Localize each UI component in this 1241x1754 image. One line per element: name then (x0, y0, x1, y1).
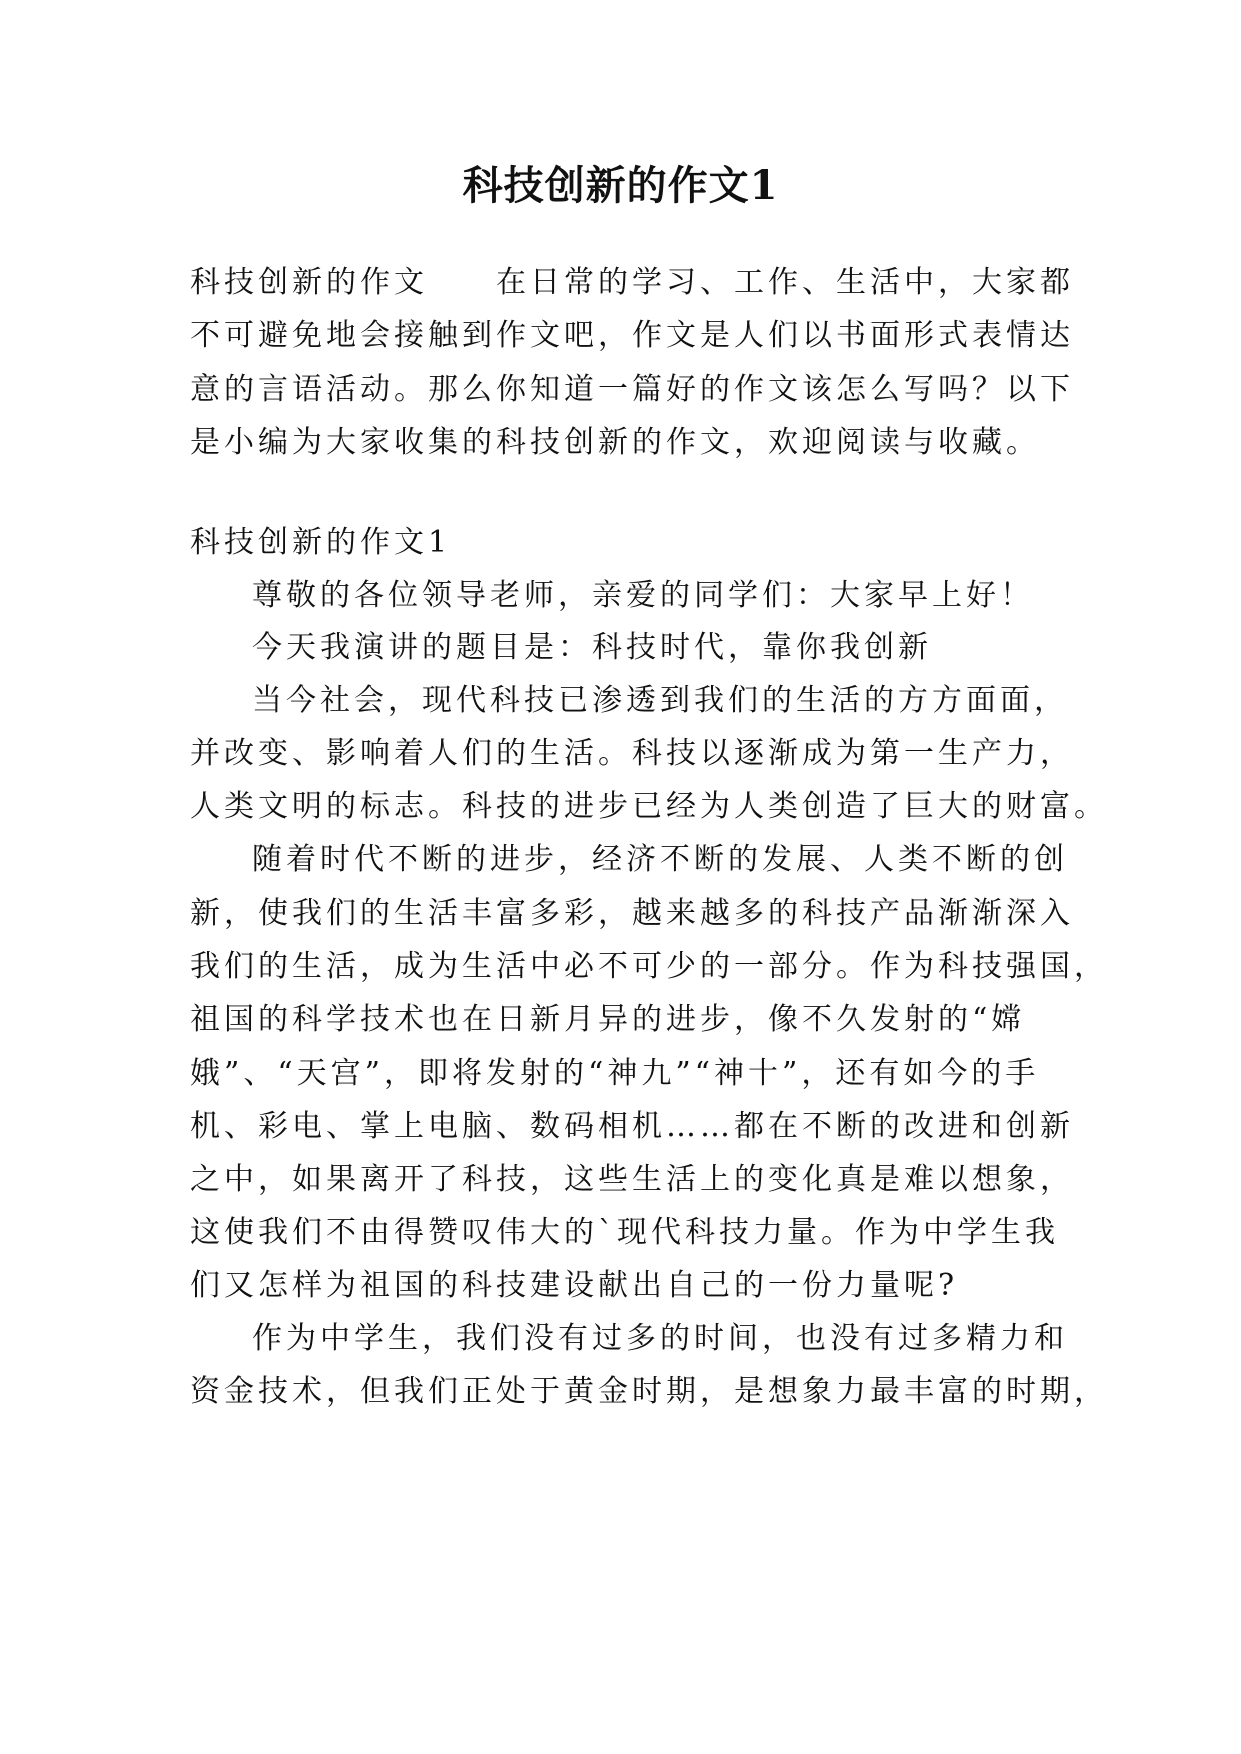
document-title: 科技创新的作文1 (462, 162, 779, 209)
paragraph-2-line-6: 机、彩电、掌上电脑、数码相机……都在不断的改进和创新 (190, 1109, 1074, 1144)
paragraph-1-line-2: 并改变、影响着人们的生活。科技以逐渐成为第一生产力， (190, 736, 1074, 771)
section-heading: 科技创新的作文1 (190, 525, 452, 560)
paragraph-2-line-2: 新，使我们的生活丰富多彩，越来越多的科技产品渐渐深入 (190, 896, 1074, 931)
paragraph-3-line-1: 作为中学生，我们没有过多的时间，也没有过多精力和 (252, 1321, 1068, 1356)
paragraph-2-line-5: 娥”、“天宫”，即将发射的“神九”“神十”，还有如今的手 (190, 1056, 1040, 1091)
speech-topic-line: 今天我演讲的题目是：科技时代，靠你我创新 (252, 630, 932, 665)
paragraph-1-line-1: 当今社会，现代科技已渗透到我们的生活的方方面面， (252, 683, 1068, 718)
intro-line-4: 是小编为大家收集的科技创新的作文，欢迎阅读与收藏。 (190, 425, 1040, 460)
paragraph-2-line-7: 之中，如果离开了科技，这些生活上的变化真是难以想象， (190, 1162, 1074, 1197)
paragraph-2-line-3: 我们的生活，成为生活中必不可少的一部分。作为科技强国， (190, 949, 1108, 984)
paragraph-2-line-8: 这使我们不由得赞叹伟大的`现代科技力量。作为中学生我 (190, 1215, 1059, 1250)
paragraph-1-line-3: 人类文明的标志。科技的进步已经为人类创造了巨大的财富。 (190, 789, 1108, 824)
paragraph-3-line-2: 资金技术，但我们正处于黄金时期，是想象力最丰富的时期， (190, 1374, 1108, 1409)
intro-line-2: 不可避免地会接触到作文吧，作文是人们以书面形式表情达 (190, 318, 1074, 353)
intro-line-1: 科技创新的作文 在日常的学习、工作、生活中，大家都 (190, 265, 1074, 300)
greeting-line: 尊敬的各位领导老师，亲爱的同学们：大家早上好！ (252, 578, 1034, 613)
paragraph-2-line-4: 祖国的科学技术也在日新月异的进步，像不久发射的“嫦 (190, 1002, 1026, 1037)
intro-line-3: 意的言语活动。那么你知道一篇好的作文该怎么写吗？以下 (190, 372, 1074, 407)
paragraph-2-line-9: 们又怎样为祖国的科技建设献出自己的一份力量呢? (190, 1268, 959, 1303)
paragraph-2-line-1: 随着时代不断的进步，经济不断的发展、人类不断的创 (252, 842, 1068, 877)
